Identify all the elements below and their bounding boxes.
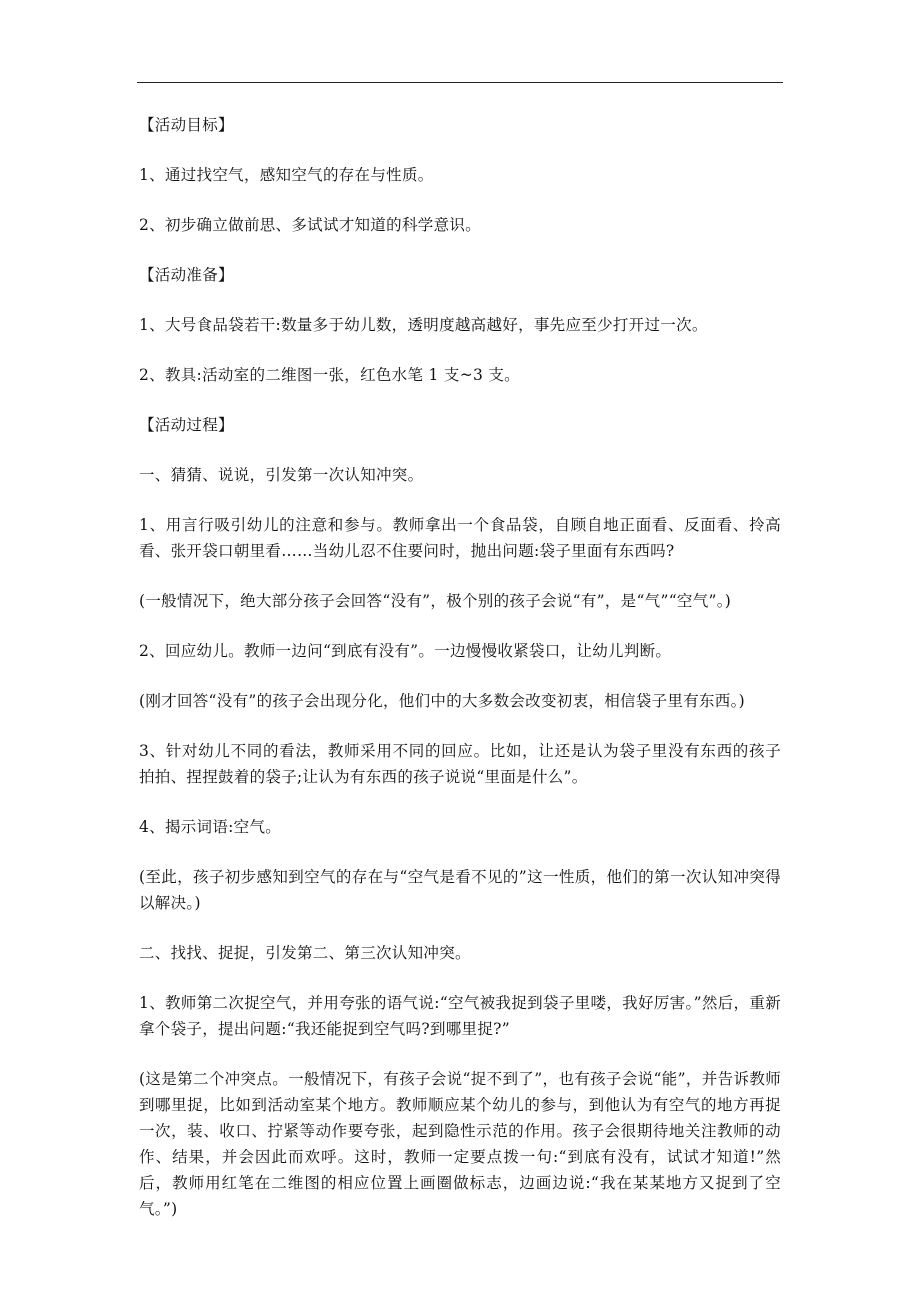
section-two-title: 二、找找、捉捉，引发第二、第三次认知冲突。 xyxy=(139,944,471,962)
process-step-1: 1、用言行吸引幼儿的注意和参与。教师拿出一个食品袋，自顾自地正面看、反面看、拎高看、张开袋口朝里看……当幼儿忍不住要问时，抛出问题:袋子里面有东西吗? xyxy=(139,516,781,560)
heading-activity-process: 【活动过程】 xyxy=(139,416,234,434)
header-rule xyxy=(137,82,783,83)
document-body xyxy=(139,112,781,1244)
preparation-item-2: 2、教具:活动室的二维图一张，红色水笔 1 支~3 支。 xyxy=(139,366,520,384)
process-note-2: (刚才回答“没有”的孩子会出现分化，他们中的大多数会改变初衷，相信袋子里有东西。) xyxy=(139,692,745,710)
goal-item-2: 2、初步确立做前思、多试试才知道的科学意识。 xyxy=(139,216,481,234)
preparation-item-1: 1、大号食品袋若干:数量多于幼儿数，透明度越高越好，事先应至少打开过一次。 xyxy=(139,316,708,334)
section-one-title: 一、猜猜、说说，引发第一次认知冲突。 xyxy=(139,466,424,484)
process-step-2: 2、回应幼儿。教师一边问“到底有没有”。一边慢慢收紧袋口，让幼儿判断。 xyxy=(139,642,672,660)
process-step-4: 4、揭示词语:空气。 xyxy=(139,818,282,836)
section-two-step-1: 1、教师第二次捉空气，并用夸张的语气说:“空气被我捉到袋子里喽，我好厉害。”然后，重新拿个袋子，提出问题:“我还能捉到空气吗?到哪里捉?” xyxy=(139,994,781,1038)
heading-activity-preparation: 【活动准备】 xyxy=(139,266,234,284)
process-note-3: (至此，孩子初步感知到空气的存在与“空气是看不见的”这一性质，他们的第一次认知冲突得以解决。) xyxy=(139,868,781,912)
goal-item-1: 1、通过找空气，感知空气的存在与性质。 xyxy=(139,166,434,184)
process-step-3: 3、针对幼儿不同的看法，教师采用不同的回应。比如，让还是认为袋子里没有东西的孩子拍拍、捏捏鼓着的袋子;让认为有东西的孩子说说“里面是什么”。 xyxy=(139,742,781,786)
section-two-note-1: (这是第二个冲突点。一般情况下，有孩子会说“捉不到了”，也有孩子会说“能”，并告诉教师到哪里捉，比如到活动室某个地方。教师顺应某个幼儿的参与，到他认为有空气的地方再捉一次，装、收口、拧紧等动作要夸张，起到隐性示范的作用。孩子会很期待地关注教师的动作、结果，并会因此而欢呼。这时，教师一定要点拨一句:“到底有没有，试试才知道!”然后，教师用红笔在二维图的相应位置上画圈做标志，边画边说:“我在某某地方又捉到了空气。”) xyxy=(139,1070,781,1218)
process-note-1: (一般情况下，绝大部分孩子会回答“没有”，极个别的孩子会说“有”，是“气”“空气”。) xyxy=(139,592,732,610)
heading-activity-goals: 【活动目标】 xyxy=(139,116,234,134)
